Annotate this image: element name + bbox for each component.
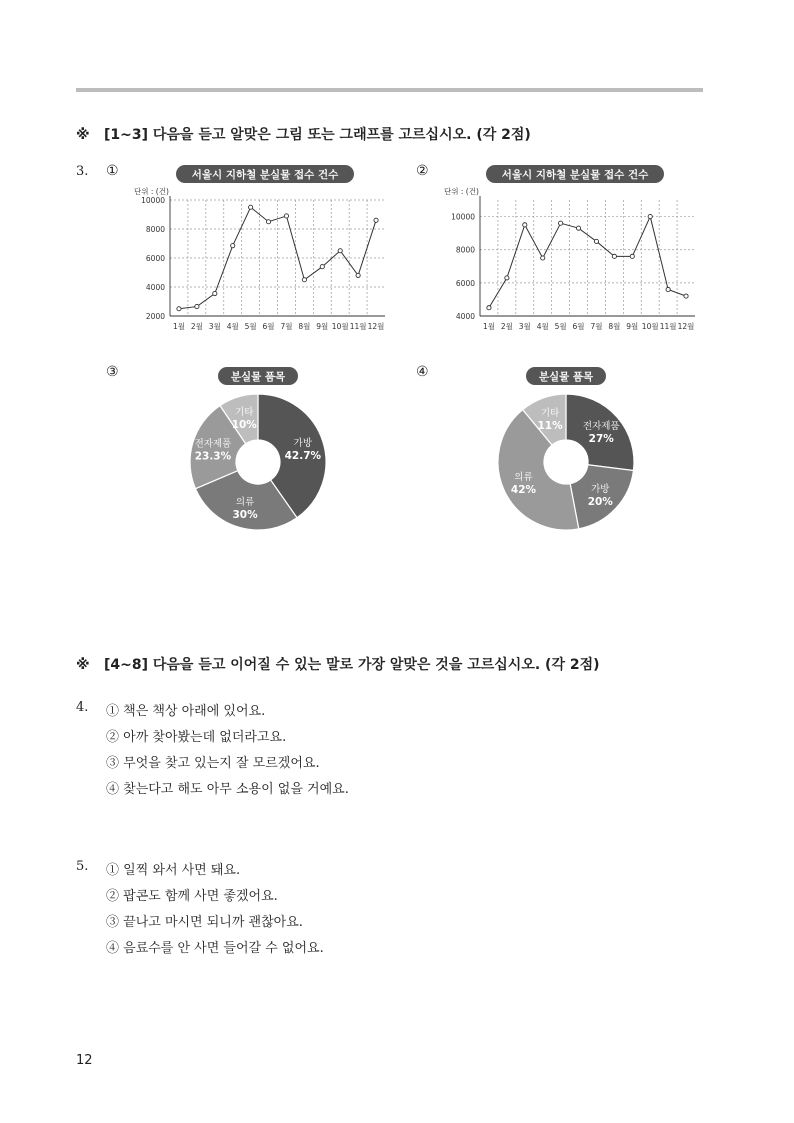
q4-option-3[interactable]: ③ 무엇을 찾고 있는지 잘 모르겠어요. (106, 756, 320, 771)
data-point (523, 223, 527, 227)
slice-label: 가방 (591, 484, 610, 496)
top-rule (76, 88, 703, 92)
section2-instruction (76, 654, 600, 674)
donut-chart-option-3 (170, 364, 350, 539)
data-point (684, 294, 688, 298)
y-tick-label: 6000 (145, 254, 165, 263)
y-tick-label: 4000 (145, 283, 165, 292)
x-tick-label: 12월 (677, 322, 695, 331)
data-point (356, 273, 360, 277)
x-tick-label: 8월 (608, 322, 621, 331)
y-tick-label: 6000 (455, 278, 475, 288)
slice-value: 20% (587, 496, 613, 509)
x-tick-label: 12월 (367, 322, 385, 331)
slice-label: 가방 (293, 437, 313, 449)
data-point (576, 226, 580, 230)
chart-title: 서울시 지하철 분실물 접수 건수 (501, 169, 649, 181)
data-point (320, 265, 324, 269)
q3-option-3-marker[interactable]: ③ (106, 364, 119, 380)
data-point (195, 304, 199, 308)
section2-text: [4~8] 다음을 듣고 이어질 수 있는 말로 가장 알맞은 것을 고르십시오. (각 2점) (104, 657, 600, 673)
section1-text: [1~3] 다음을 듣고 알맞은 그림 또는 그래프를 고르십시오. (각 2점) (104, 127, 531, 143)
q5-option-2[interactable]: ② 팝콘도 함께 사면 좋겠어요. (106, 889, 278, 904)
line-chart-option-2 (430, 164, 705, 344)
y-tick-label: 8000 (455, 245, 475, 255)
page-number: 12 (76, 1053, 93, 1068)
chart-title: 분실물 품목 (538, 371, 594, 383)
slice-label: 전자제품 (194, 438, 232, 450)
x-tick-label: 1월 (172, 322, 185, 331)
x-tick-label: 10월 (331, 322, 349, 331)
x-tick-label: 5월 (244, 322, 257, 331)
x-tick-label: 3월 (208, 322, 221, 331)
x-tick-label: 10월 (641, 322, 659, 331)
x-tick-label: 7월 (590, 322, 603, 331)
slice-label: 의류 (514, 472, 533, 484)
data-point (487, 306, 491, 310)
slice-value: 27% (588, 432, 614, 445)
slice-value: 11% (537, 419, 563, 432)
x-tick-label: 6월 (262, 322, 275, 331)
question-5-number: 5. (76, 859, 89, 874)
x-tick-label: 4월 (226, 322, 239, 331)
chart-title: 서울시 지하철 분실물 접수 건수 (191, 169, 339, 181)
question-3-number: 3. (76, 164, 89, 179)
x-tick-label: 11월 (659, 322, 677, 331)
q5-option-4[interactable]: ④ 음료수를 안 사면 들어갈 수 없어요. (106, 941, 324, 956)
x-tick-label: 6월 (572, 322, 585, 331)
data-point (559, 221, 563, 225)
data-point (505, 276, 509, 280)
data-point (266, 220, 270, 224)
y-tick-label: 4000 (455, 312, 475, 321)
data-point (666, 287, 670, 291)
x-tick-label: 5월 (554, 322, 567, 331)
slice-label: 전자제품 (582, 420, 620, 432)
q5-option-1[interactable]: ① 일찍 와서 사면 돼요. (106, 863, 241, 878)
data-point (177, 307, 181, 311)
slice-label: 기타 (235, 407, 254, 419)
x-tick-label: 9월 (626, 322, 639, 331)
x-tick-label: 2월 (500, 322, 513, 331)
chart-title: 분실물 품목 (230, 371, 286, 383)
y-tick-label: 8000 (145, 225, 165, 234)
data-point (594, 239, 598, 243)
x-tick-label: 8월 (298, 322, 311, 331)
q4-option-1[interactable]: ① 책은 책상 아래에 있어요. (106, 704, 266, 719)
q4-option-2[interactable]: ② 아까 찾아봤는데 없더라고요. (106, 730, 287, 745)
x-tick-label: 2월 (190, 322, 203, 331)
q3-option-1-marker[interactable]: ① (106, 163, 119, 179)
slice-value: 30% (232, 509, 258, 522)
slice-value: 42% (510, 484, 537, 497)
x-tick-label: 1월 (482, 322, 495, 331)
q3-option-2-marker[interactable]: ② (416, 163, 429, 179)
question-4-number: 4. (76, 700, 89, 715)
x-tick-label: 11월 (349, 322, 367, 331)
data-point (231, 244, 235, 248)
q3-option-4-marker[interactable]: ④ (416, 364, 429, 380)
x-tick-label: 4월 (536, 322, 549, 331)
data-point (648, 214, 652, 218)
slice-value: 10% (231, 419, 257, 432)
x-tick-label: 9월 (316, 322, 329, 331)
q5-option-3[interactable]: ③ 끝나고 마시면 되니까 괜찮아요. (106, 915, 303, 930)
section1-instruction (76, 124, 531, 144)
data-point (338, 249, 342, 253)
reference-mark: ※ (76, 127, 90, 143)
q4-option-4[interactable]: ④ 찾는다고 해도 아무 소용이 없을 거예요. (106, 782, 349, 797)
data-point (541, 256, 545, 260)
series-line (489, 217, 686, 308)
data-point (249, 205, 253, 209)
unit-label: 단위 : (건) (134, 187, 169, 196)
x-tick-label: 3월 (518, 322, 531, 331)
slice-value: 42.7% (284, 449, 322, 462)
unit-label: 단위 : (건) (444, 187, 479, 196)
data-point (284, 214, 288, 218)
donut-chart-option-4 (478, 364, 658, 539)
y-tick-label: 10000 (451, 212, 475, 222)
reference-mark: ※ (76, 657, 90, 673)
x-tick-label: 7월 (280, 322, 293, 331)
slice-value: 23.3% (194, 450, 232, 463)
slice-label: 기타 (540, 407, 560, 419)
slice-label: 의류 (235, 497, 255, 509)
data-point (374, 218, 378, 222)
data-point (612, 254, 616, 258)
data-point (630, 254, 634, 258)
line-chart-option-1 (120, 164, 395, 344)
y-tick-label: 2000 (145, 312, 165, 321)
data-point (213, 291, 217, 295)
data-point (302, 278, 306, 282)
y-tick-label: 10000 (141, 196, 165, 205)
